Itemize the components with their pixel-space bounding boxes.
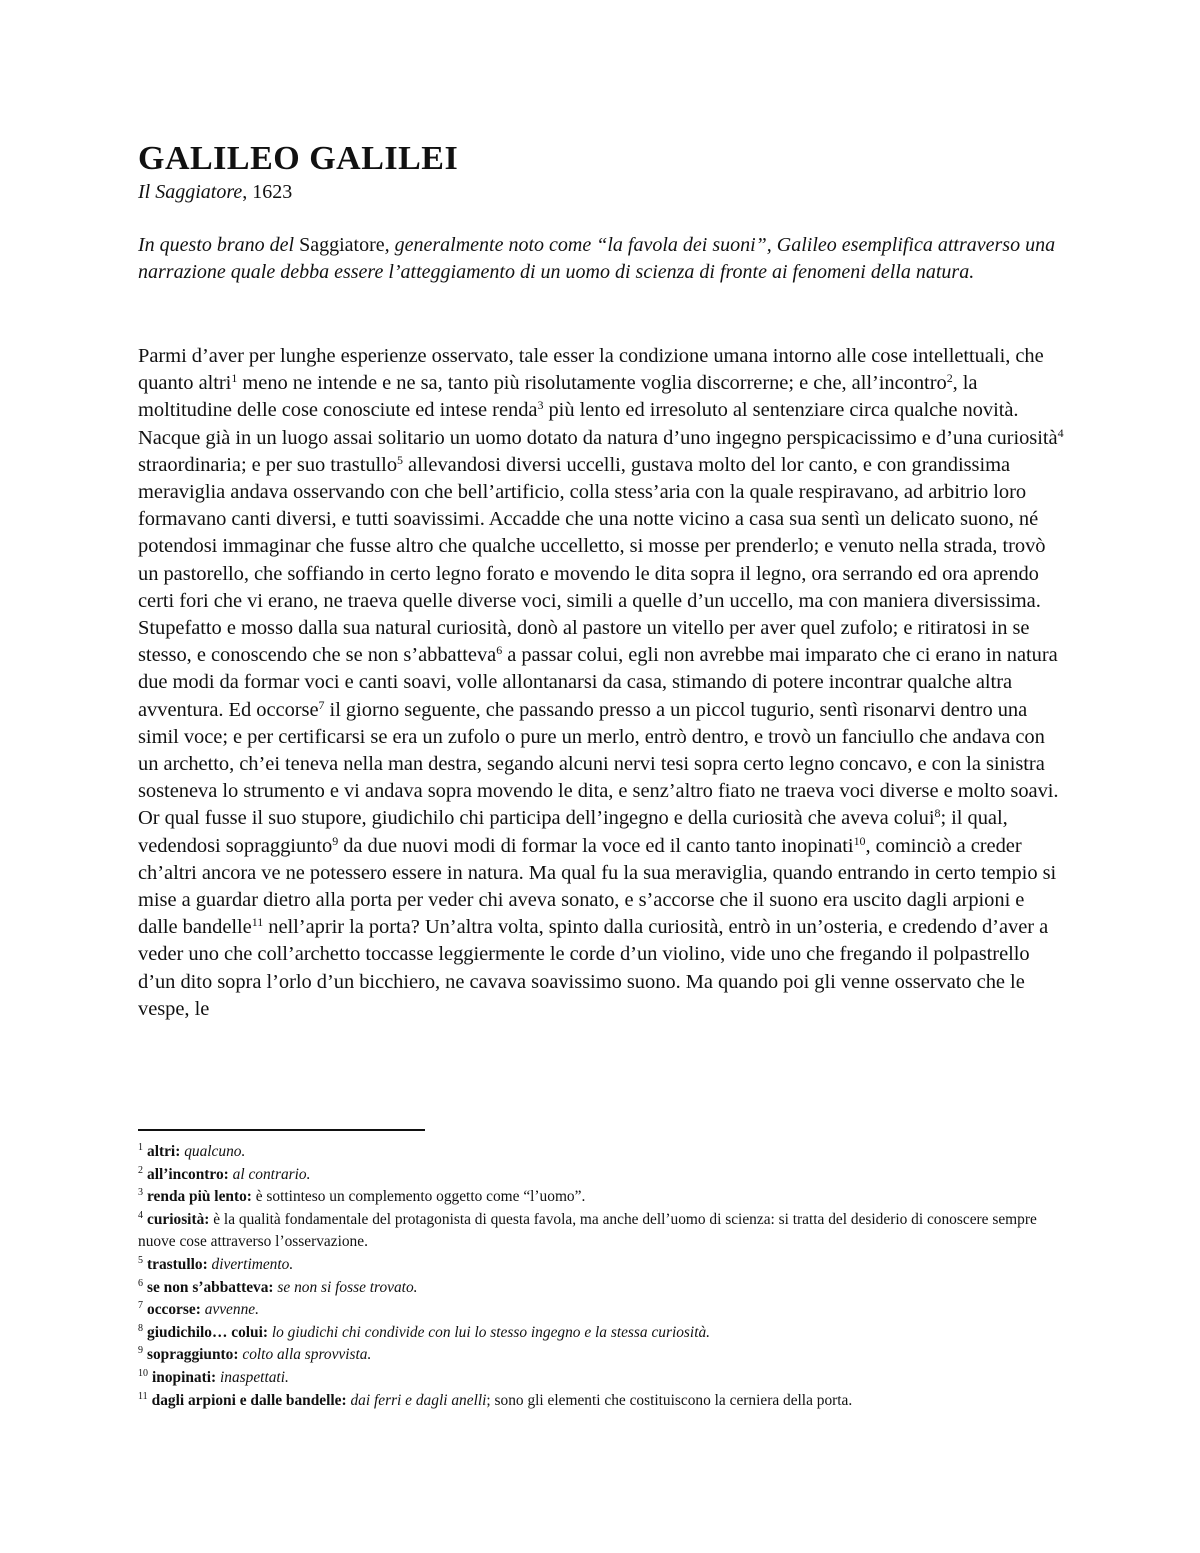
footnote-ref: 5 [397,452,403,467]
footnote-gloss: dai ferri e dagli anelli [346,1391,487,1409]
footnote-term: all’incontro: [147,1165,229,1183]
footnote-gloss: divertimento. [207,1255,294,1273]
footnote-ref: 1 [231,371,238,386]
intro-paragraph [138,232,1058,286]
footnote-ref: 4 [1057,425,1064,440]
text-segment: ; il qual, vedendosi sopraggiunto [138,807,1008,857]
work-title: Il Saggiatore [138,181,243,203]
footnote-ref: 9 [332,833,339,848]
footnote-ref: 3 [537,398,544,413]
footnote-item [138,1254,1068,1277]
author-title: GALILEO GALILEI [138,140,459,177]
footnote-number: 5 [138,1254,143,1266]
footnote-item [138,1344,1068,1367]
footnote-ref: 2 [946,371,953,386]
footnote-gloss: al contrario. [228,1165,311,1183]
footnote-item [138,1322,1068,1345]
footnote-ref: 6 [496,643,503,658]
footnote-item [138,1186,1068,1209]
footnote-item [138,1209,1068,1254]
footnote-number: 1 [138,1142,143,1153]
footnote-separator [138,1129,425,1131]
text-segment: più lento ed irresoluto al sentenziare circa qualche novità. Nacque già in un luogo assai solitario un uomo dotato da natura d’uno ingegno perspicacissimo e d’una curiosità [138,399,1058,449]
footnote-gloss: colto alla sprovvista. [238,1346,372,1364]
intro-text-2: , generalmente noto come “la favola dei suoni”, Galileo esemplifica attraverso una narrazione quale debba essere l’atteggiamento di un uomo di scienza di fronte ai fenomeni della natura. [138,234,1056,283]
footnote-term: trastullo: [147,1255,208,1273]
text-segment: meno ne intende e ne sa, tanto più risolutamente voglia discorrerne; e che, all’incontro [237,372,947,395]
footnote-number: 11 [138,1390,148,1402]
footnote-term: inopinati: [152,1368,217,1386]
text-segment: , cominciò a creder ch’altri ancora ve ne potessero essere in natura. Ma qual fu la sua meraviglia, quando entrando in certo tempio si mise a guardar dietro alla porta per veder chi aveva sonato, e s’accorse che il suono era uscito dagli arpioni e dalle bandelle [138,834,1057,939]
footnote-gloss: lo giudichi chi condivide con lui lo stesso ingegno e la stessa curiosità. [268,1323,711,1341]
footnote-term: curiosità: [147,1210,210,1228]
footnotes-list [138,1141,1068,1412]
footnote-item [138,1367,1068,1390]
footnote-number: 3 [138,1187,143,1199]
text-segment: a passar colui, egli non avrebbe mai imparato che ci erano in natura due modi da formar voci e canti soavi, volle allontanarsi da casa, stimando di potere incontrar qualche altra avventura. Ed occorse [138,644,1058,721]
footnote-gloss: ; sono gli elementi che costituiscono la cerniera della porta. [486,1391,853,1409]
footnote-term: occorse: [147,1301,201,1319]
footnote-item [138,1277,1068,1300]
text-segment: Parmi d’aver per lunghe esperienze osservato, tale esser la condizione umana intorno alle cose intellettuali, che quanto altri [138,345,1044,395]
footnote-ref: 7 [318,697,325,712]
footnote-gloss: inaspettati. [216,1368,289,1386]
footnote-item [138,1164,1068,1187]
footnote-term: sopraggiunto: [147,1346,239,1364]
text-segment: da due nuovi modi di formar la voce ed il canto tanto inopinati [338,834,854,857]
footnote-number: 7 [138,1300,143,1312]
footnote-ref: 10 [853,833,866,848]
footnote-number: 2 [138,1164,143,1176]
footnote-number: 10 [138,1367,148,1379]
text-segment: il giorno seguente, che passando presso a un piccol tugurio, sentì risonarvi dentro una simil voce; e per certificarsi se era un zufolo o pure un merlo, entrò dentro, e trovò un fanciullo che andava con un archetto, ch’ei teneva nella man destra, segando alcuni nervi tesi sopra certo legno concavo, e con la sinistra sosteneva lo strumento e vi andava sopra movendo le dita, e senz’altro fiato ne traeva voci diverse e molto soavi. Or qual fusse il suo stupore, giudichilo chi participa dell’ingegno e della curiosità che aveva colui [138,698,1059,830]
footnote-number: 4 [138,1209,143,1221]
footnote-term: giudichilo… colui: [147,1323,269,1341]
footnote-term: dagli arpioni e dalle bandelle: [151,1391,347,1409]
footnote-item [138,1390,1068,1413]
footnote-term: altri: [147,1143,181,1160]
footnote-gloss: avvenne. [200,1301,259,1319]
footnote-gloss: è la qualità fondamentale del protagonista di questa favola, ma anche dell’uomo di scienza: si tratta del desiderio di conoscere sempre nuove cose attraverso l’osservazione. [138,1210,1037,1251]
text-segment: nell’aprir la porta? Un’altra volta, spinto dalla curiosità, entrò in un’osteria, e credendo d’aver a veder uno che coll’archetto toccasse leggiermente le corde d’un violino, vide uno che fregando il polpastrello d’un dito sopra l’orlo d’un bicchiero, ne cavava soavissimo suono. Ma quando poi gli venne osservato che le vespe, le [138,916,1049,1020]
footnote-number: 8 [138,1322,143,1334]
footnote-gloss: è sottinteso un complemento oggetto come “l’uomo”. [251,1188,586,1206]
footnote-number: 9 [138,1345,143,1357]
footnote-term: renda più lento: [147,1188,252,1206]
work-subtitle [138,181,292,204]
footnote-item [138,1299,1068,1322]
footnote-item [138,1141,1068,1164]
footnote-gloss: qualcuno. [180,1143,246,1160]
footnote-ref: 8 [934,806,941,821]
footnote-term: se non s’abbatteva: [147,1278,274,1296]
text-segment: straordinaria; e per suo trastullo [138,453,398,476]
intro-text-1: In questo brano del [138,234,300,256]
footnote-number: 6 [138,1277,143,1289]
footnote-gloss: se non si fosse trovato. [273,1278,418,1296]
text-segment: , la moltitudine delle cose conosciute ed intese renda [138,372,978,422]
main-text [138,343,1068,1023]
text-segment: allevandosi diversi uccelli, gustava molto del lor canto, e con grandissima meraviglia andava osservando con che bell’artificio, colla stess’aria con la quale respiravano, ad arbitrio loro formavano canti diversi, e tutti soavissimi. Accadde che una notte vicino a casa sua sentì un delicato suono, né potendosi immaginar che fusse altro che qualche uccelletto, si mosse per prenderlo; e venuto nella strada, trovò un pastorello, che soffiando in certo legno forato e movendo le dita sopra il legno, ora serrando ed ora aprendo certi fori che vi erano, ne traeva quelle diverse voci, simili a quelle d’un uccello, ma con maniera diversissima. Stupefatto e mosso dalla sua natural curiosità, donò al pastore un vitello per aver quel zufolo; e ritiratosi in se stesso, e conoscendo che se non s’abbatteva [138,453,1046,667]
intro-work-title: Saggiatore [299,234,385,256]
footnote-ref: 11 [251,915,264,930]
work-year: , 1623 [242,181,293,203]
